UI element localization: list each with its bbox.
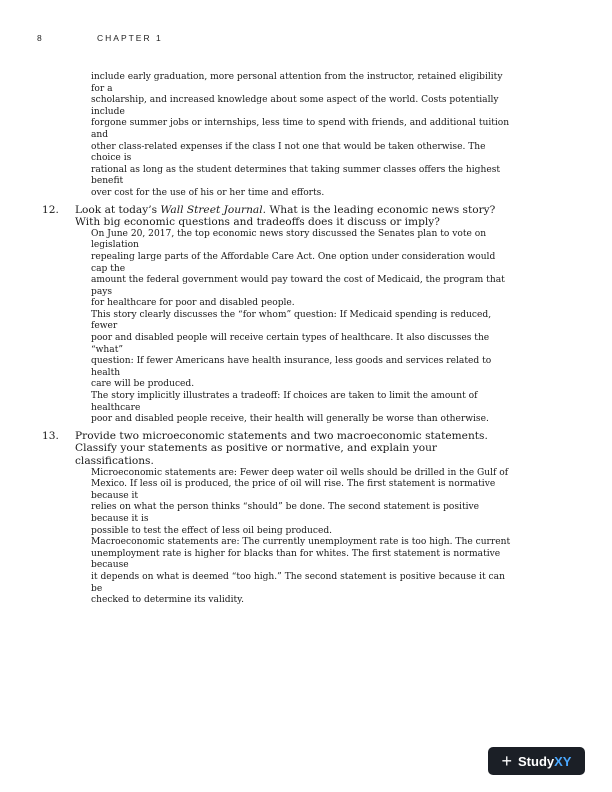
answer-line: forgone summer jobs or internships, less time to spend with friends, and additional tuition and (91, 118, 510, 140)
answer-line: repealing large parts of the Affordable Care Act. One option under consideration would cap the (91, 251, 496, 274)
answer-13 (91, 468, 512, 607)
answer-line: poor and disabled people will receive certain types of healthcare. It also discusses the “what” (91, 333, 490, 355)
chapter-label: CHAPTER 1 (97, 33, 163, 43)
answer-line: This story clearly discusses the “for whom” question: If Medicaid spending is reduced, fewer (91, 309, 492, 332)
question-text (75, 204, 512, 229)
answer-line: include early graduation, more personal attention from the instructor, retained eligibility for a (91, 72, 503, 94)
answer-line: checked to determine its validity. (91, 595, 244, 606)
brand-study: Study (518, 753, 555, 769)
answer-line: it depends on what is deemed “too high.” The second statement is positive because it can be (91, 571, 505, 594)
question-number: 13. (42, 429, 59, 442)
answer-line: The story implicitly illustrates a tradeoff: If choices are taken to limit the amount of healthcare (91, 391, 478, 413)
plus-icon: + (501, 751, 513, 771)
answer-line: question: If fewer Americans have health insurance, less goods and services related to health (91, 356, 492, 378)
brand-name (518, 754, 571, 769)
answer-line: Mexico. If less oil is produced, the price of oil will rise. The first statement is normative because it (91, 479, 496, 501)
answer-line: amount the federal government would pay toward the cost of Medicaid, the program that pays (91, 275, 505, 297)
question-13 (42, 430, 512, 468)
answer-line: for healthcare for poor and disabled people. (91, 298, 295, 309)
question-number: 12. (42, 203, 59, 216)
answer-line: rational as long as the student determines that taking summer classes offers the highest benefit (91, 164, 501, 187)
answer-line: Macroeconomic statements are: The currently unemployment rate is too high. The current (91, 537, 511, 548)
page-content (42, 72, 512, 607)
answer-line: over cost for the use of his or her time and efforts. (91, 187, 325, 198)
brand-xy: XY (554, 753, 572, 769)
answer-line: possible to test the effect of less oil being produced. (91, 525, 333, 536)
answer-line: poor and disabled people receive, their health will generally be worse than otherwise. (91, 414, 489, 425)
question-text: Provide two microeconomic statements and two macroeconomic statements. Classify your statements as positive or normative, and explain your classifications. (75, 429, 488, 467)
page-number: 8 (37, 33, 42, 43)
answer-line: care will be produced. (91, 379, 195, 390)
question-prefix: Look at today’s (75, 203, 161, 216)
answer-line: other class-related expenses if the class I not one that would be taken otherwise. The choice is (91, 141, 486, 164)
answer-line: unemployment rate is higher for blacks than for whites. The first statement is normative because (91, 548, 501, 571)
page-header (37, 33, 163, 43)
answer-line: Microeconomic statements are: Fewer deep water oil wells should be drilled in the Gulf of (91, 467, 509, 478)
answer-line: scholarship, and increased knowledge about some aspect of the world. Costs potentially include (91, 95, 499, 117)
answer-line: On June 20, 2017, the top economic news story discussed the Senates plan to vote on legislation (91, 228, 487, 251)
question-suffix: . What is the leading economic news story? With big economic questions and tradeoffs does it discuss or imply? (75, 203, 496, 229)
journal-name: Wall Street Journal (160, 203, 263, 216)
intro-answer (91, 72, 512, 200)
answer-line: relies on what the person thinks “should” be done. The second statement is positive because it is (91, 502, 480, 524)
question-12 (42, 204, 512, 229)
studyxy-badge[interactable] (488, 747, 585, 775)
answer-12 (91, 229, 512, 426)
